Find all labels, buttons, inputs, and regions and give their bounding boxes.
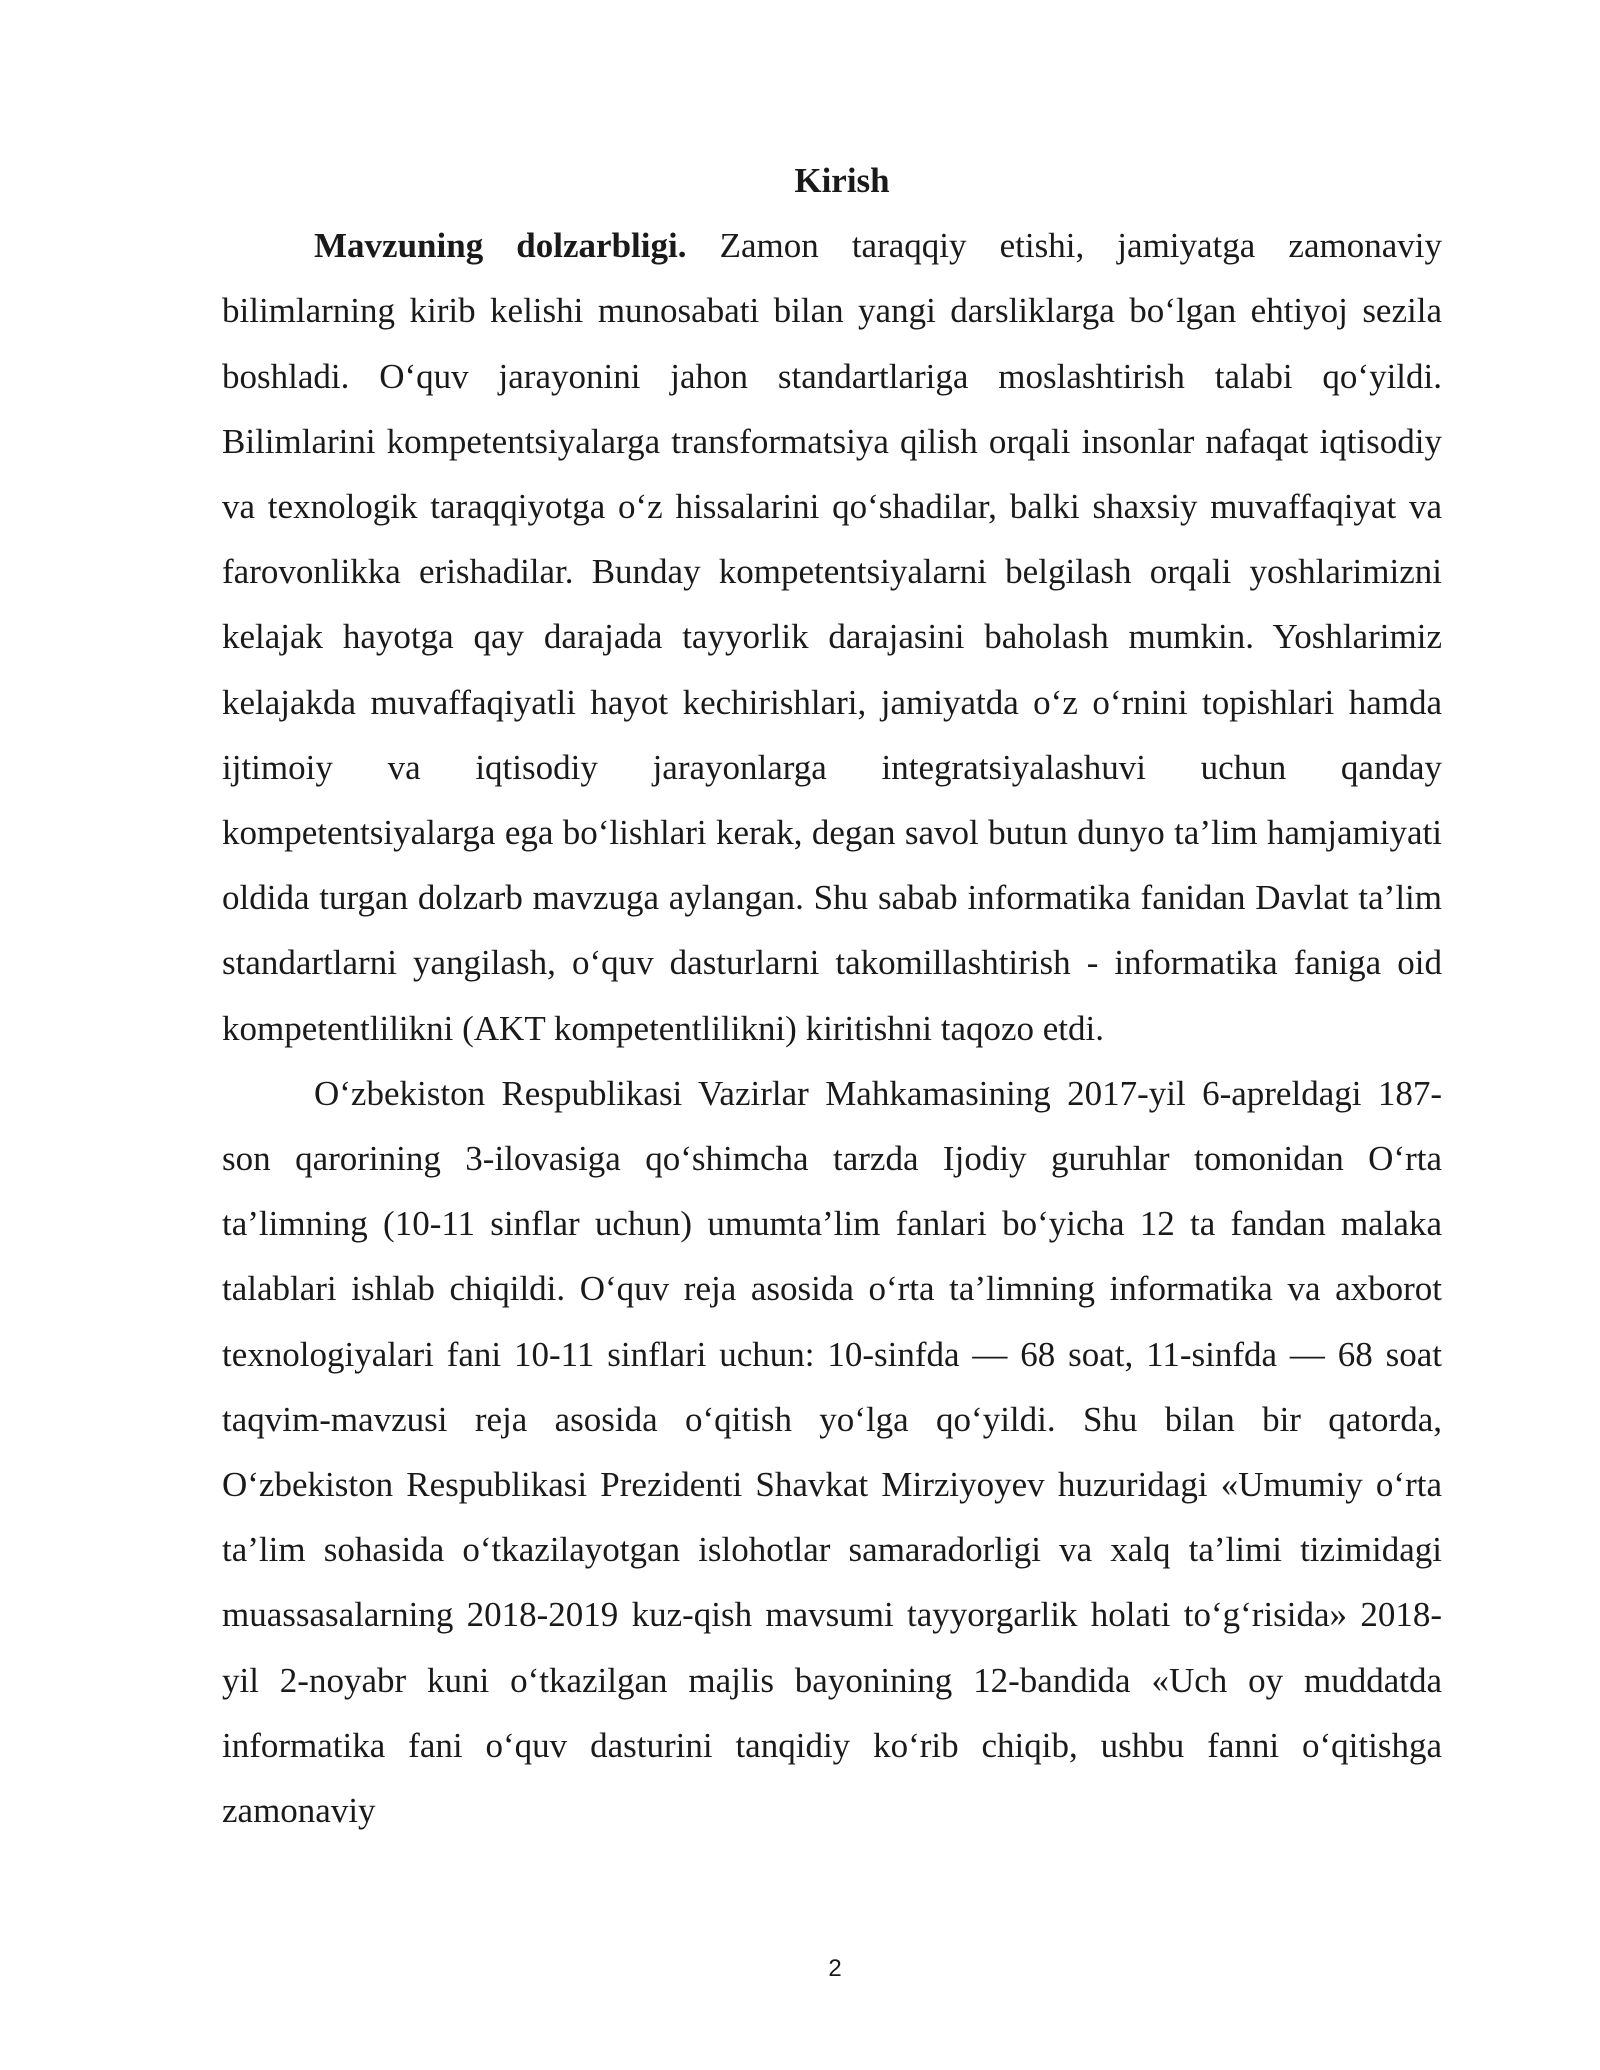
section-heading: Kirish: [794, 161, 890, 200]
paragraph-lead: Mavzuning dolzarbligi.: [314, 226, 687, 266]
page-number: 2: [828, 1955, 842, 1982]
page-body: [222, 148, 1442, 1843]
paragraph-text: O‘zbekiston Respublikasi Vazirlar Mahkamasining 2017-yil 6-apreldagi 187-son qarorining 3-ilovasiga qo‘shimcha tarzda Ijodiy guruhlar tomonidan O‘rta ta’limning (10-11 sinflar uchun) umumta’lim fanlari bo‘yicha 12 ta fandan malaka talablari ishlab chiqildi. O‘quv reja asosida o‘rta ta’limning informatika va axborot texnologiyalari fani 10-11 sinflari uchun: 10-sinfda — 68 soat, 11-sinfda — 68 soat taqvim-mavzusi reja asosida o‘qitish yo‘lga qo‘yildi. Shu bilan bir qatorda, O‘zbekiston Respublikasi Prezidenti Shavkat Mirziyoyev huzuridagi «Umumiy o‘rta ta’lim sohasida o‘tkazilayotgan islohotlar samaradorligi va xalq ta’limi tizimidagi muassasalarning 2018-2019 kuz-qish mavsumi tayyorgarlik holati to‘g‘risida» 2018-yil 2-noyabr kuni o‘tkazilgan majlis bayonining 12-bandida «Uch oy muddatda informatika fani o‘quv dasturini tanqidiy ko‘rib chiqib, ushbu fanni o‘qitishga zamonaviy: [222, 1073, 1442, 1831]
paragraph-regulations: [222, 1061, 1442, 1843]
paragraph-text: Zamon taraqqiy etishi, jamiyatga zamonaviy bilimlarning kirib kelishi munosabati bilan yangi darsliklarga bo‘lgan ehtiyoj sezila boshladi. O‘quv jarayonini jahon standartlariga moslashtirish talabi qo‘yildi. Bilimlarini kompetentsiyalarga transformatsiya qilish orqali insonlar nafaqat iqtisodiy va texnologik taraqqiyotga o‘z hissalarini qo‘shadilar, balki shaxsiy muvaffaqiyat va farovonlikka erishadilar. Bunday kompetentsiyalarni belgilash orqali yoshlarimizni kelajak hayotga qay darajada tayyorlik darajasini baholash mumkin. Yoshlarimiz kelajakda muvaffaqiyatli hayot kechirishlari, jamiyatda o‘z o‘rnini topishlari hamda ijtimoiy va iqtisodiy jarayonlarga integratsiyalashuvi uchun qanday kompetentsiyalarga ega bo‘lishlari kerak, degan savol butun dunyo ta’lim hamjamiyati oldida turgan dolzarb mavzuga aylangan. Shu sabab informatika fanidan Davlat ta’lim standartlarni yangilash, o‘quv dasturlarni takomillashtirish - informatika faniga oid kompetentlilikni (AKT kompetentlilikni) kiritishni taqozo etdi.: [222, 226, 1442, 1048]
paragraph-relevance: [222, 213, 1442, 1061]
